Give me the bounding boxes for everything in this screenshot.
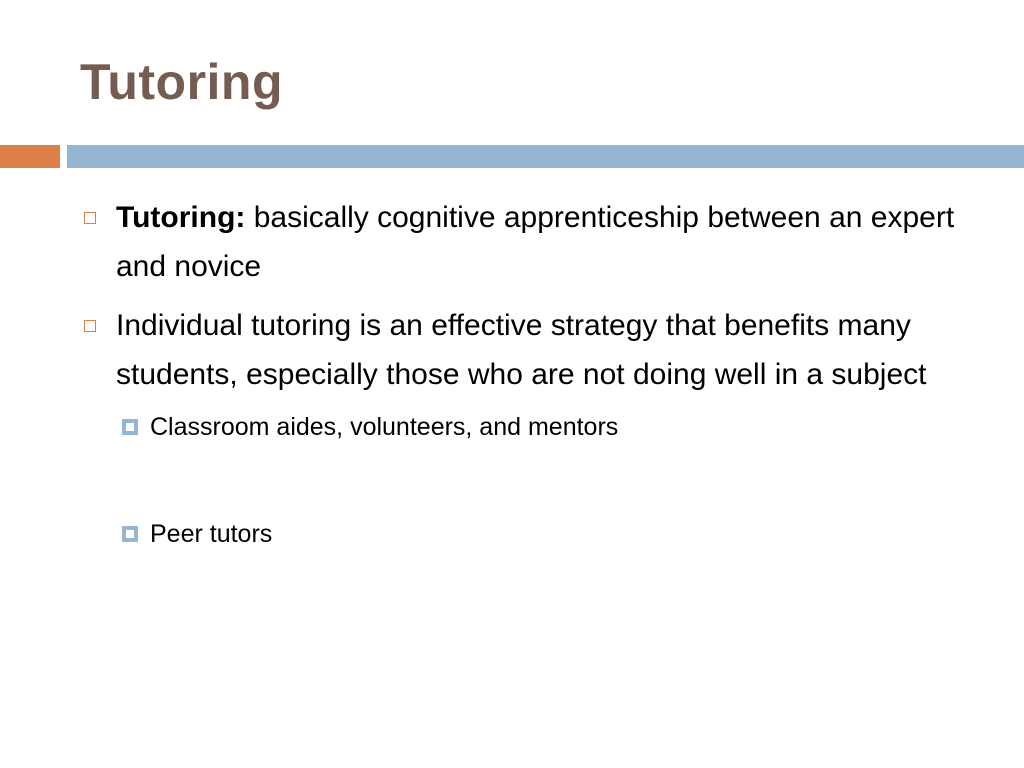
slide-title: Tutoring xyxy=(80,54,283,110)
hollow-square-bullet-icon xyxy=(84,320,96,332)
bullet-item xyxy=(82,301,962,399)
sub-bullet-text: Classroom aides, volunteers, and mentors xyxy=(150,413,619,441)
framed-square-bullet-icon xyxy=(122,419,138,435)
bullet-term: Tutoring: xyxy=(116,201,246,234)
slide-body xyxy=(82,193,962,552)
bullet-text: basically cognitive apprenticeship between an expert and novice xyxy=(116,201,955,283)
bullet-text: Individual tutoring is an effective strategy that benefits many students, especially those who are not doing well in a subject xyxy=(116,309,927,391)
bullet-item xyxy=(82,193,962,291)
title-rule xyxy=(67,145,1024,168)
sub-bullet-item xyxy=(82,516,962,552)
hollow-square-bullet-icon xyxy=(84,212,96,224)
sub-bullet-item xyxy=(82,409,962,445)
title-rule-accent xyxy=(0,145,60,168)
framed-square-bullet-icon xyxy=(122,526,138,542)
sub-bullet-text: Peer tutors xyxy=(150,520,273,548)
